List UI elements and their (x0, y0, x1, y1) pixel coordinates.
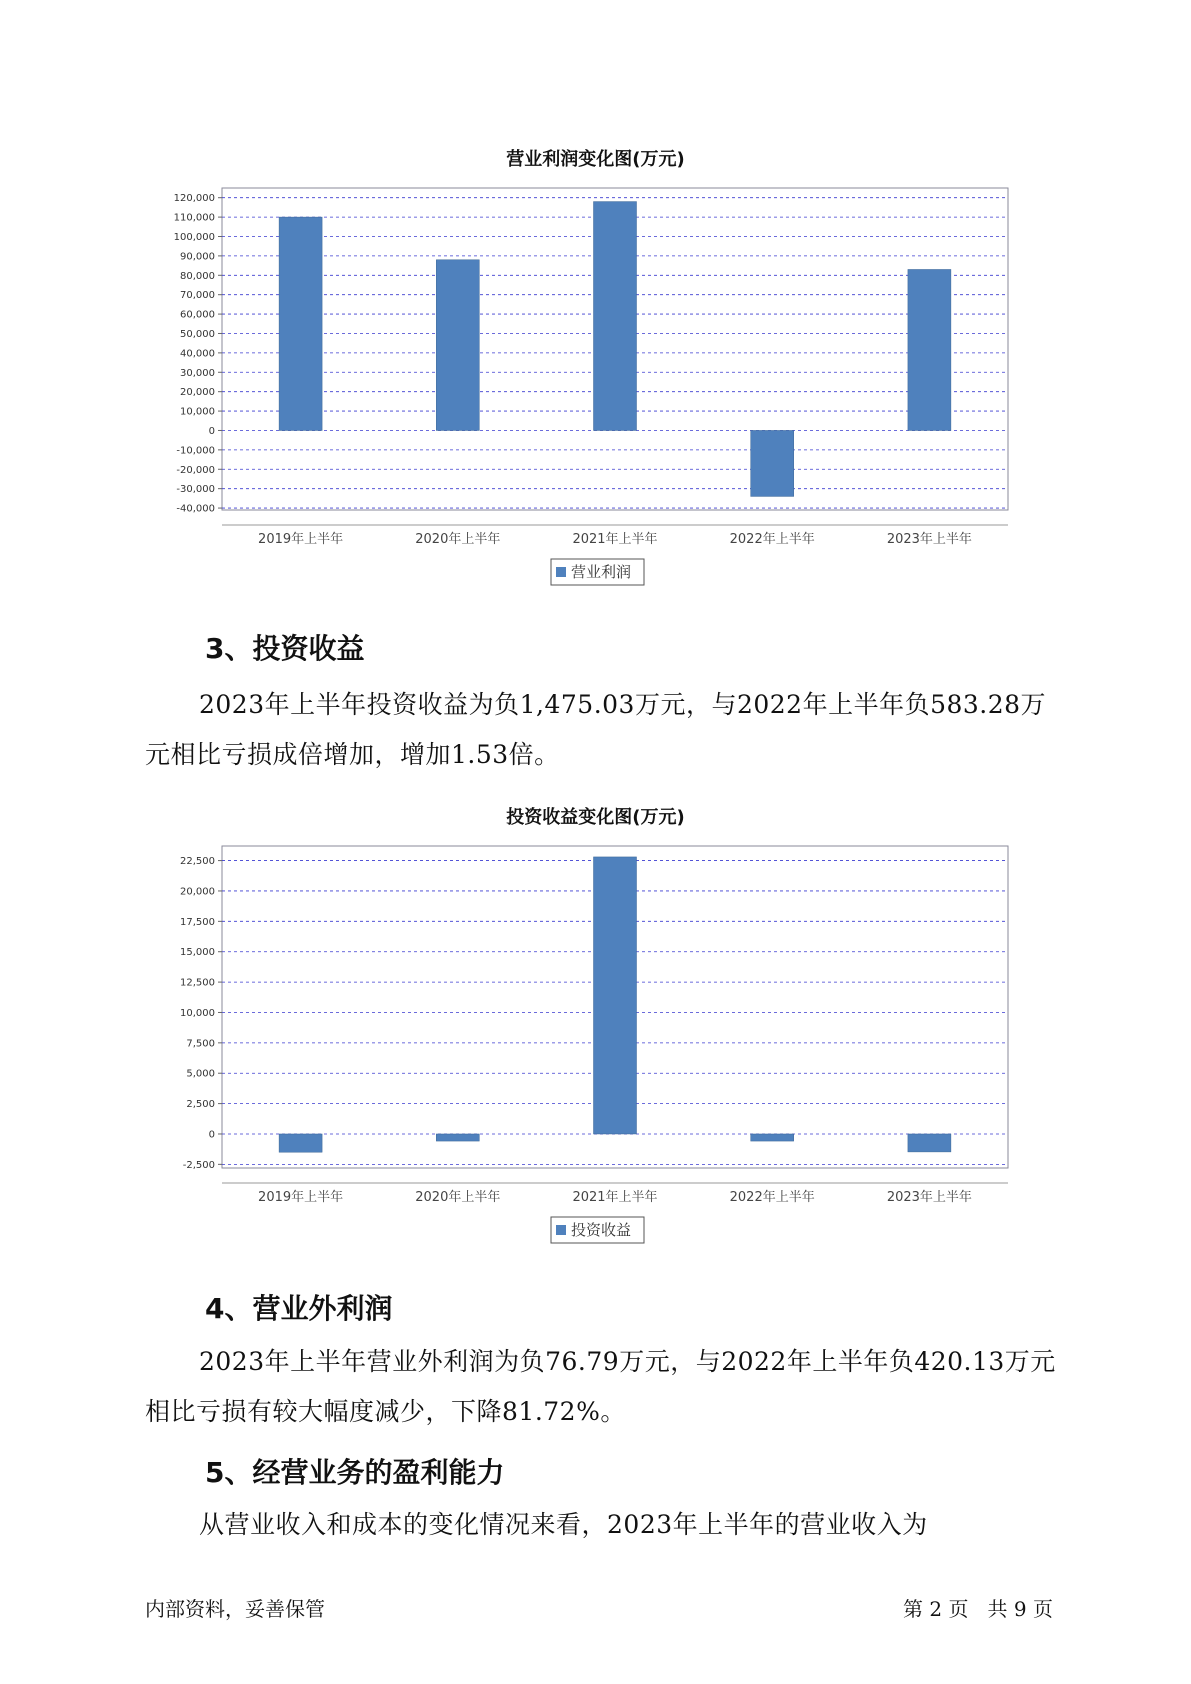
x-tick-label: 2020年上半年 (415, 532, 501, 547)
y-tick-label: -10,000 (176, 445, 215, 457)
y-tick-label: 17,500 (180, 916, 215, 928)
x-tick-label: 2021年上半年 (572, 1190, 658, 1205)
y-tick-label: 50,000 (180, 328, 215, 340)
y-tick-label: 10,000 (180, 406, 215, 418)
legend-label: 营业利润 (571, 563, 632, 581)
chart-1-title: 营业利润变化图(万元) (506, 149, 685, 170)
y-tick-label: 80,000 (180, 270, 215, 282)
bar (594, 202, 637, 431)
section-5-heading: 5、经营业务的盈利能力 (205, 1456, 505, 1489)
y-tick-label: -40,000 (176, 503, 215, 515)
x-tick-label: 2021年上半年 (572, 532, 658, 547)
footer-page-number: 第 2 页 共 9 页 (903, 1597, 1053, 1621)
y-tick-label: 0 (208, 425, 215, 437)
y-tick-label: 100,000 (173, 231, 215, 243)
legend-swatch (556, 1225, 566, 1235)
y-tick-label: 70,000 (180, 290, 215, 302)
x-tick-label: 2022年上半年 (729, 1190, 815, 1205)
bar (751, 430, 794, 496)
y-tick-label: 120,000 (173, 193, 215, 205)
x-tick-label: 2022年上半年 (729, 532, 815, 547)
legend-label: 投资收益 (571, 1221, 632, 1239)
x-tick-label: 2023年上半年 (886, 1190, 972, 1205)
y-tick-label: -20,000 (176, 464, 215, 476)
y-tick-label: -30,000 (176, 484, 215, 496)
y-tick-label: 90,000 (180, 251, 215, 263)
y-tick-label: 110,000 (173, 212, 215, 224)
y-tick-label: 0 (208, 1129, 215, 1141)
footer-confidential: 内部资料，妥善保管 (145, 1597, 325, 1621)
section-5-text: 从营业收入和成本的变化情况来看，2023年上半年的营业收入为 (199, 1510, 928, 1539)
y-tick-label: 20,000 (180, 886, 215, 898)
y-tick-label: 10,000 (180, 1007, 215, 1019)
bar (594, 857, 637, 1134)
bar (279, 1134, 322, 1152)
investment-income-chart (0, 838, 1191, 1248)
bar (436, 260, 479, 431)
section-4-text: 2023年上半年营业外利润为负76.79万元，与2022年上半年负420.13万元相比亏损有较大幅度减少，下降81.72%。 (145, 1347, 1056, 1426)
x-tick-label: 2019年上半年 (258, 532, 344, 547)
section-4-heading: 4、营业外利润 (205, 1292, 393, 1325)
y-tick-label: 12,500 (180, 977, 215, 989)
bar (436, 1134, 479, 1141)
chart-2-title: 投资收益变化图(万元) (506, 807, 685, 828)
y-tick-label: 20,000 (180, 387, 215, 399)
y-tick-label: 5,000 (186, 1068, 215, 1080)
y-tick-label: 2,500 (186, 1099, 215, 1111)
bar (279, 217, 322, 430)
bar (751, 1134, 794, 1141)
x-tick-label: 2019年上半年 (258, 1190, 344, 1205)
bar (908, 269, 951, 430)
y-tick-label: 22,500 (180, 856, 215, 868)
x-tick-label: 2020年上半年 (415, 1190, 501, 1205)
y-tick-label: 30,000 (180, 367, 215, 379)
y-tick-label: 15,000 (180, 947, 215, 959)
y-tick-label: 60,000 (180, 309, 215, 321)
legend (551, 559, 644, 585)
legend-swatch (556, 567, 566, 577)
y-tick-label: 7,500 (186, 1038, 215, 1050)
x-tick-label: 2023年上半年 (886, 532, 972, 547)
y-tick-label: 40,000 (180, 348, 215, 360)
bar (908, 1134, 951, 1152)
section-3-heading: 3、投资收益 (205, 632, 365, 665)
legend (551, 1217, 644, 1243)
operating-profit-chart (0, 180, 1191, 590)
section-3-text: 2023年上半年投资收益为负1,475.03万元，与2022年上半年负583.28万元相比亏损成倍增加，增加1.53倍。 (145, 690, 1047, 769)
y-tick-label: -2,500 (182, 1159, 215, 1171)
